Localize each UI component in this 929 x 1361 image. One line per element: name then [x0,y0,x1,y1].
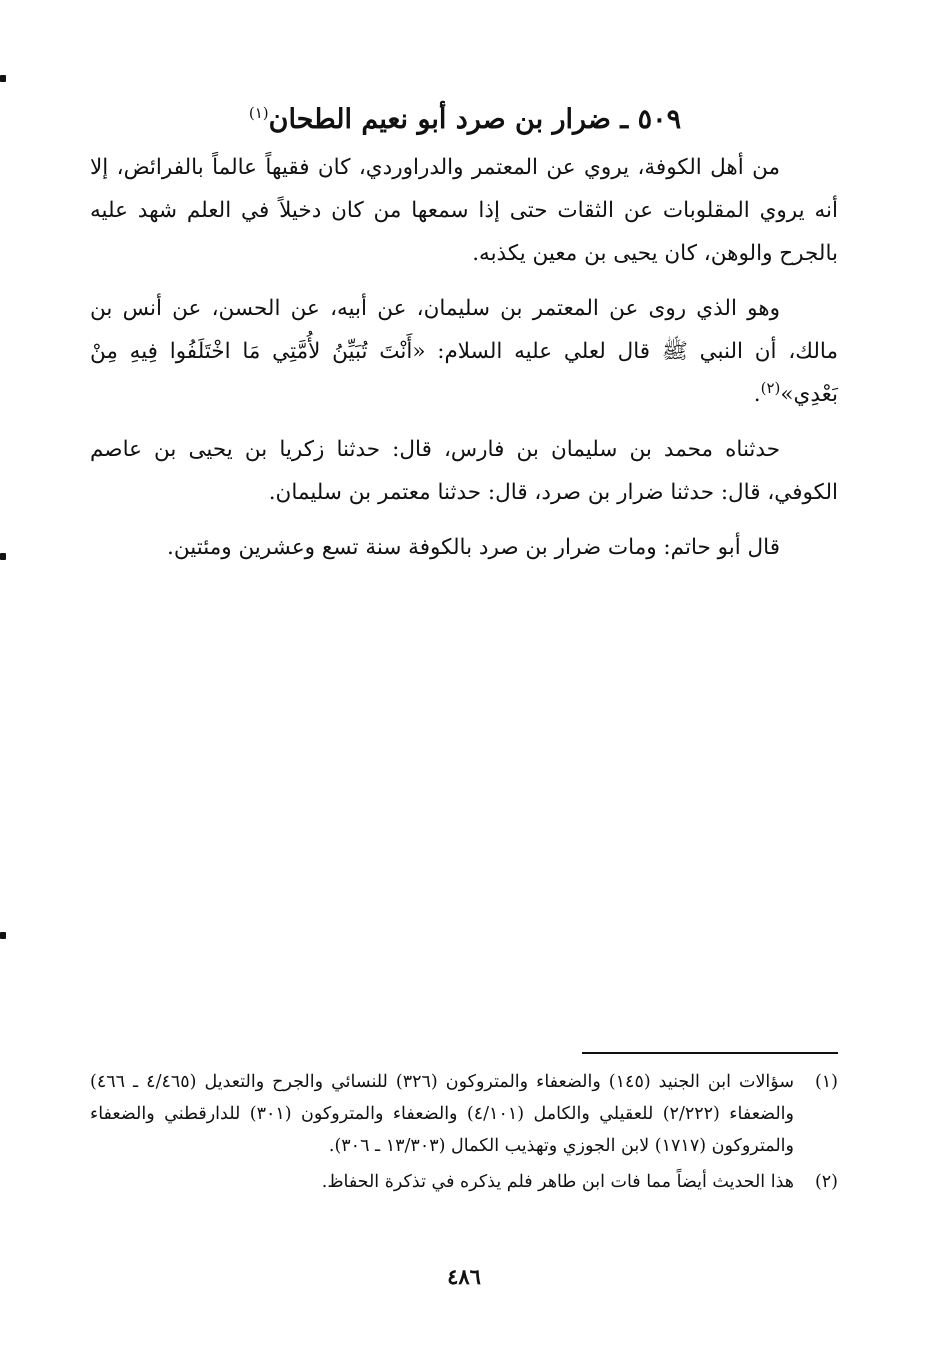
paragraph-text: حدثناه محمد بن سليمان بن فارس، قال: حدثنا زكريا بن يحيى بن عاصم الكوفي، قال: حدثنا ضرار بن صرد، قال: حدثنا معتمر بن سليمان. [90,437,838,505]
footnote [90,1066,838,1162]
scan-edge-mark [0,553,6,560]
footnote-number: (٢) [814,1172,838,1192]
footnote [90,1166,838,1198]
page-number: ٤٨٦ [447,1264,481,1289]
paragraph-text: قال أبو حاتم: ومات ضرار بن صرد بالكوفة سنة تسع وعشرين ومئتين. [167,535,780,560]
paragraph [90,287,838,416]
entry-body [90,146,838,581]
scan-edge-mark [0,75,6,82]
footnote-number: (١) [814,1072,838,1092]
paragraph-text: وهو الذي روى عن المعتمر بن سليمان، عن أبيه، عن الحسن، عن أنس بن مالك، أن النبي ﷺ قال لعلي عليه السلام: «أَنْتَ تُبَيِّنُ لأُمَّتِي مَا اخْتَلَفُوا فِيهِ مِنْ بَعْدِي» [90,296,838,407]
entry-separator: ـ [620,104,629,136]
footnotes [90,1066,838,1202]
entry-heading [90,100,840,140]
paragraph-end: . [753,382,761,407]
paragraph-text: من أهل الكوفة، يروي عن المعتمر والدراوردي، كان فقيهاً عالماً بالفرائض، إلا أنه يروي المقلوبات عن الثقات حتى إذا سمعها من كان دخيلاً في العلم شهد عليه بالجرح والوهن، كان يحيى بن معين يكذبه. [90,155,838,266]
footnote-reference: (٢) [760,378,781,397]
paragraph [90,146,838,275]
paragraph [90,526,838,569]
footnote-text: هذا الحديث أيضاً مما فات ابن طاهر فلم يذكره في تذكرة الحفاظ. [321,1172,794,1192]
paragraph [90,428,838,514]
scan-edge-mark [0,932,6,939]
footnote-text: سؤالات ابن الجنيد (١٤٥) والضعفاء والمتروكون (٣٢٦) للنسائي والجرح والتعديل (٤/٤٦٥ ـ ٤٦٦) والضعفاء (٢/٢٢٢) للعقيلي والكامل (٤/١٠١) والضعفاء والمتروكون (٣٠١) للدارقطني والضعفاء والمتروكون (١٧١٧) لابن الجوزي وتهذيب الكمال (١٣/٣٠٣ ـ ٣٠٦). [90,1072,794,1156]
footnote-divider [582,1052,838,1054]
entry-number: ٥٠٩ [637,104,682,136]
footnote-reference: (١) [248,104,269,123]
entry-name: ضرار بن صرد أبو نعيم الطحان [268,104,611,136]
